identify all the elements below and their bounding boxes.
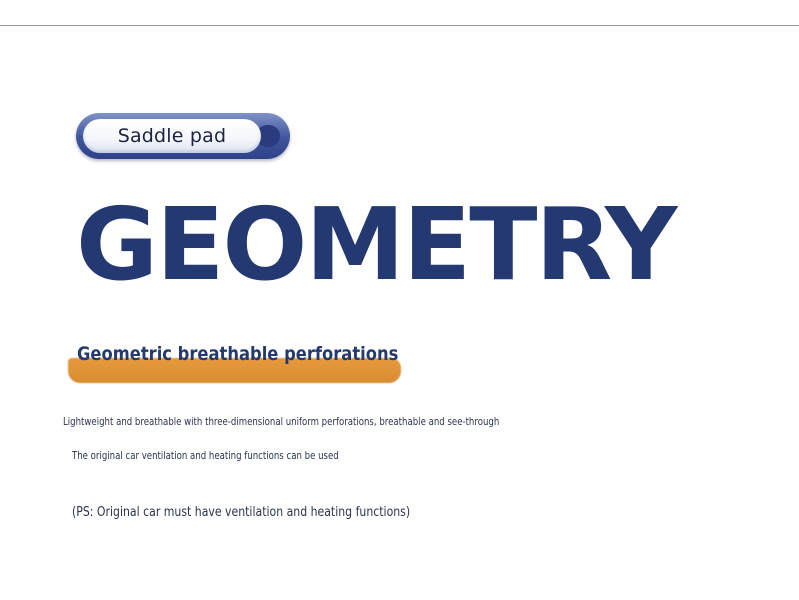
top-divider (0, 25, 799, 26)
description-line-1: Lightweight and breathable with three-dimensional uniform perforations, breathable and see-through (63, 415, 500, 428)
headline-title: GEOMETRY (76, 186, 676, 303)
badge-label: Saddle pad (117, 125, 227, 147)
subheading: Geometric breathable perforations (77, 343, 399, 365)
badge-saddle-pad (83, 119, 261, 153)
requirement-note: (PS: Original car must have ventilation and heating functions) (72, 505, 411, 520)
description-line-2: The original car ventilation and heating functions can be used (72, 449, 339, 462)
